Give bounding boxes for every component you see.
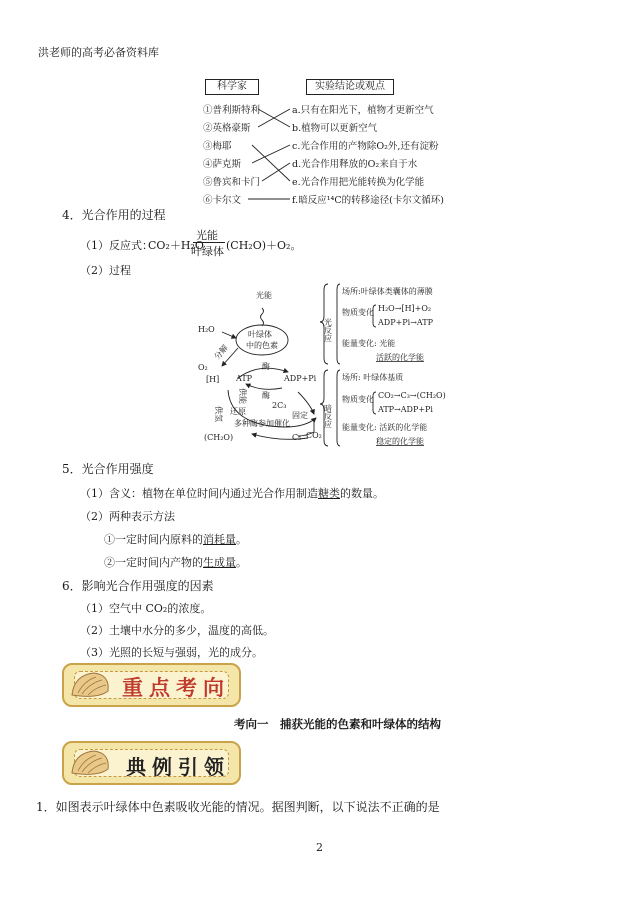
dark-eq-1: CO₂→C₃→(CH₂O) [378, 391, 446, 400]
light-energy-2: 活跃的化学能 [376, 353, 424, 362]
question-1: 1．如图表示叶绿体中色素吸收光能的情况。据图判断，以下说法不正确的是 [36, 800, 440, 814]
section-6-title: 6．影响光合作用强度的因素 [62, 579, 214, 593]
matching-lines [0, 0, 640, 220]
c5-label: C₅ [292, 433, 302, 442]
ch2o-label: (CH₂O) [204, 433, 234, 442]
scientist-3: ③梅耶 [203, 141, 232, 152]
key-direction-text: 重点考向 [122, 676, 230, 700]
conclusion-f: f.暗反应¹⁴C的转移途径(卡尔文循环) [292, 195, 444, 206]
conclusion-b: b.植物可以更新空气 [292, 123, 378, 134]
section-4-title: 4．光合作用的过程 [62, 208, 166, 222]
method-1: ①一定时间内原料的消耗量。 [104, 533, 247, 546]
light-reaction-label: 光反应 [323, 318, 333, 342]
light-label-top: 光能 [256, 291, 272, 300]
page-header: 洪老师的高考必备资料库 [38, 46, 159, 59]
key-direction-banner [62, 663, 241, 707]
conclusion-c: c.光合作用的产物除O₂外,还有淀粉 [292, 141, 439, 152]
enzyme-label-1: 酶 [262, 362, 270, 371]
equation-right: (CH₂O)＋O₂。 [226, 239, 302, 252]
dark-energy: 能量变化: 活跃的化学能 [342, 423, 428, 432]
shell-icon [68, 669, 112, 701]
scientist-6: ⑥卡尔文 [203, 195, 242, 206]
dark-matter-label: 物质变化 [342, 395, 374, 404]
reduce-label: 还原 [230, 407, 246, 416]
adp-label: ADP+Pi [284, 374, 317, 383]
c3-label: 2C₃ [272, 401, 287, 410]
method-2: ②一定时间内产物的生成量。 [104, 556, 247, 569]
conclusion-e: e.光合作用把光能转换为化学能 [292, 177, 425, 188]
conclusion-header: 实验结论或观点 [306, 79, 394, 95]
scientist-4: ④萨克斯 [203, 159, 242, 170]
definition: （1）含义：植物在单位时间内通过光合作用制造糖类的数量。 [80, 487, 384, 500]
enzyme-label-2: 酶 [262, 391, 270, 400]
light-eq-1: H₂O→[H]+O₂ [378, 304, 432, 313]
dark-energy-2: 稳定的化学能 [376, 437, 424, 446]
dark-eq-2: ATP→ADP+Pi [378, 405, 433, 414]
scientist-1: ①普利斯特利 [203, 105, 261, 116]
split-label: 分解 [212, 343, 230, 362]
section-5-title: 5．光合作用强度 [62, 462, 154, 476]
photosynthesis-diagram [190, 280, 470, 450]
scientist-2: ②英格豪斯 [203, 123, 251, 134]
page-number: 2 [316, 841, 323, 854]
scientist-header: 科学家 [205, 79, 259, 95]
conclusion-a: a.只有在阳光下，植物才更新空气 [292, 105, 434, 116]
conclusion-d: d.光合作用释放的O₂来自于水 [292, 159, 418, 170]
methods-title: （2）两种表示方法 [80, 510, 175, 523]
multi-enzyme-label: 多种酶参加催化 [234, 419, 290, 428]
reaction-label: （1）反应式： [80, 239, 153, 252]
atp-label: ATP [236, 374, 253, 383]
direction-title: 考向一 捕获光能的色素和叶绿体的结构 [234, 717, 441, 731]
equation-left: CO₂＋H₂O [148, 239, 204, 252]
dark-site: 场所: 叶绿体基质 [342, 373, 404, 382]
definition-key: 糖类 [318, 487, 340, 500]
supply-energy-label: 供能 [238, 388, 247, 404]
shell-icon [68, 747, 112, 779]
light-eq-2: ADP+Pi→ATP [378, 318, 433, 327]
supply-h-label: 供氢 [214, 406, 223, 422]
equation-condition-top: 光能 [196, 229, 218, 242]
h-label: [H] [206, 375, 220, 384]
scientist-5: ⑤鲁宾和卡门 [203, 177, 261, 188]
fix-label: 固定 [292, 411, 308, 420]
light-energy: 能量变化: 光能 [342, 339, 396, 348]
example-banner [62, 741, 241, 785]
factor-2: （2）土壤中水分的多少，温度的高低。 [80, 624, 274, 637]
h2o-label: H₂O [198, 325, 215, 334]
chloroplast-label-2: 中的色素 [246, 341, 278, 350]
chloroplast-label-1: 叶绿体 [248, 330, 272, 339]
light-wavy-arrow [261, 308, 264, 326]
factor-3: （3）光照的长短与强弱，光的成分。 [80, 646, 263, 659]
factor-1: （1）空气中 CO₂的浓度。 [80, 602, 212, 615]
example-text: 典例引领 [126, 755, 230, 779]
light-site: 场所:叶绿体类囊体的薄膜 [342, 287, 433, 296]
dark-reaction-label: 暗反应 [323, 404, 333, 428]
process-label: （2）过程 [80, 264, 131, 277]
co2-label: CO₂ [306, 431, 322, 440]
o2-label: O₂ [198, 363, 208, 372]
light-matter-label: 物质变化 [342, 308, 374, 317]
equation-condition-bottom: 叶绿体 [191, 245, 224, 258]
